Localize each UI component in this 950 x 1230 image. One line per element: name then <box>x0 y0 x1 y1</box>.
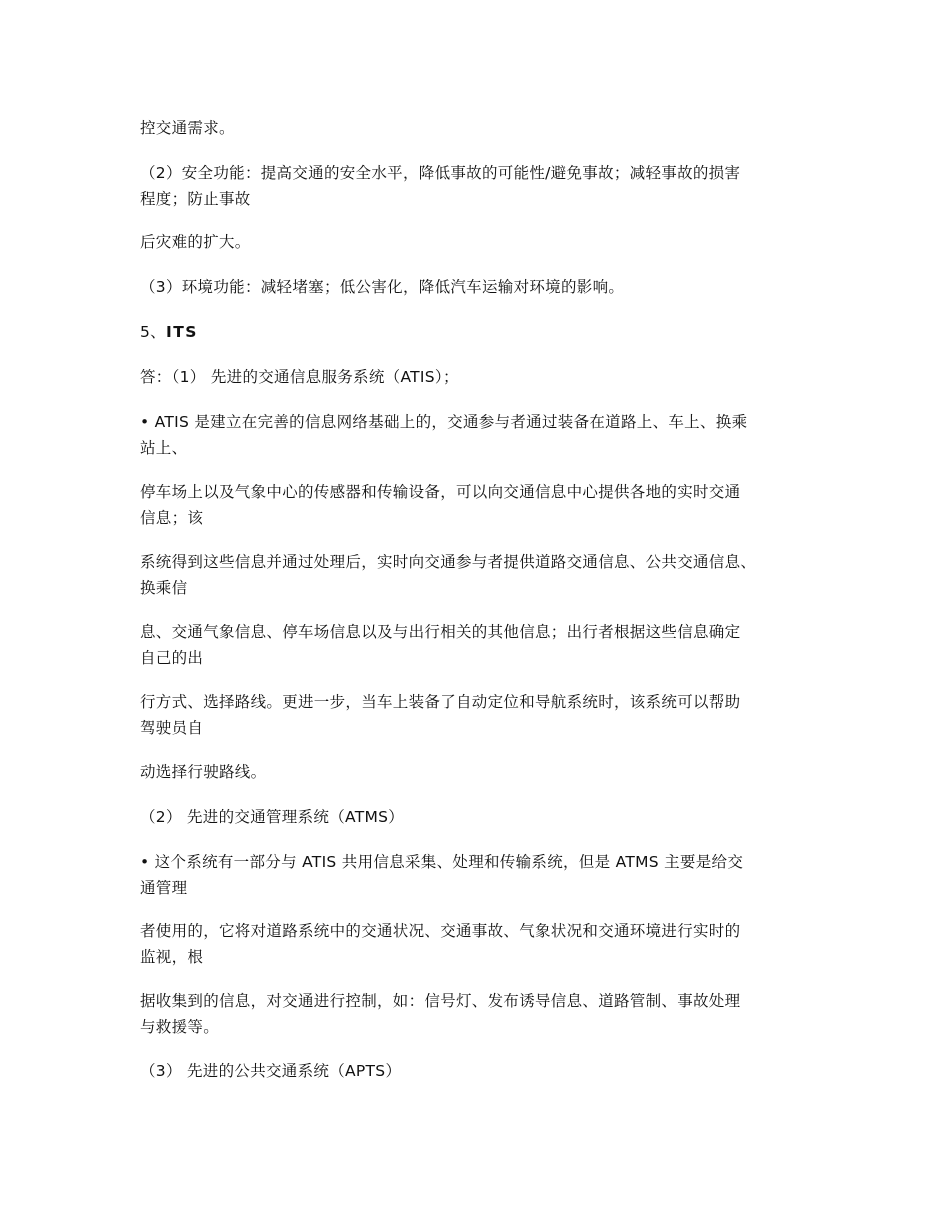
paragraph-atis-title: 答：（1） 先进的交通信息服务系统（ATIS）； <box>140 368 459 386</box>
paragraph-atis-info-types: 息、交通气象信息、停车场信息以及与出行相关的其他信息；出行者根据这些信息确定 自己的出 <box>140 623 741 667</box>
paragraph-apts-title: （3） 先进的公共交通系统（APTS） <box>140 1062 402 1080</box>
paragraph-disaster-expansion: 后灾难的扩大。 <box>140 233 251 251</box>
paragraph-atis-sensors: 停车场上以及气象中心的传感器和传输设备，可以向交通信息中心提供各地的实时交通 信息；该 <box>140 483 741 527</box>
paragraph-atis-description: • ATIS 是建立在完善的信息网络基础上的，交通参与者通过装备在道路上、车上、换乘 站上、 <box>140 413 748 457</box>
paragraph-atms-title: （2） 先进的交通管理系统（ATMS） <box>140 808 405 826</box>
paragraph-atms-description: • 这个系统有一部分与 ATIS 共用信息采集、处理和传输系统，但是 ATMS 主要是给交 通管理 <box>140 853 744 897</box>
its-heading-text: ITS <box>165 323 198 341</box>
paragraph-atms-monitoring: 者使用的，它将对道路系统中的交通状况、交通事故、气象状况和交通环境进行实时的 监视，根 <box>140 922 741 966</box>
paragraph-demand-control: 控交通需求。 <box>140 119 235 137</box>
paragraph-environment-function: （3）环境功能：减轻堵塞；低公害化，降低汽车运输对环境的影响。 <box>140 278 625 296</box>
paragraph-atms-control: 据收集到的信息，对交通进行控制，如：信号灯、发布诱导信息、道路管制、事故处理 与救援等。 <box>140 992 741 1036</box>
paragraph-atis-processing: 系统得到这些信息并通过处理后，实时向交通参与者提供道路交通信息、公共交通信息、 换乘信 <box>140 553 757 597</box>
paragraph-atis-navigation: 行方式、选择路线。更进一步，当车上装备了自动定位和导航系统时，该系统可以帮助 驾驶员自 <box>140 693 741 737</box>
paragraph-safety-function: （2）安全功能：提高交通的安全水平，降低事故的可能性/避免事故；减轻事故的损害 程度；防止事故 <box>140 164 741 208</box>
paragraph-route-selection: 动选择行驶路线。 <box>140 763 267 781</box>
section-heading-its: 5、ITS <box>140 323 198 341</box>
